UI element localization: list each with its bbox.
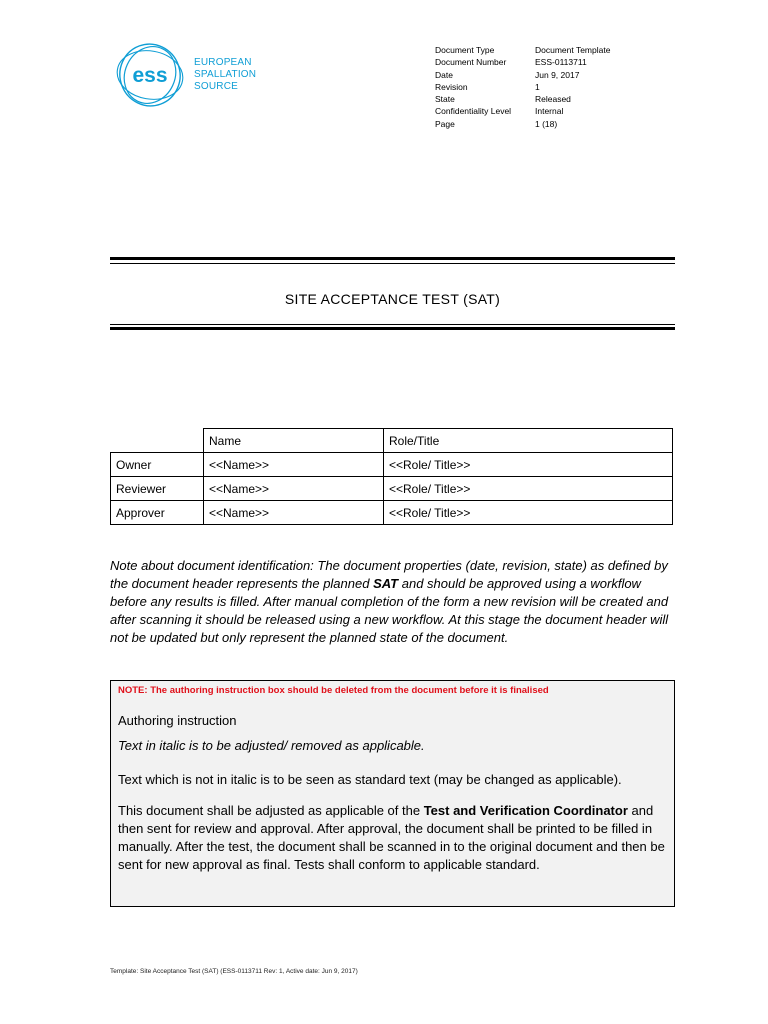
ess-logo-mark-icon <box>112 40 192 110</box>
column-header-name: Name <box>204 429 384 453</box>
meta-row <box>435 105 655 117</box>
meta-value: Jun 9, 2017 <box>535 69 580 80</box>
logo-line: SPALLATION <box>194 69 257 80</box>
meta-key: State <box>435 94 455 105</box>
meta-key: Confidentiality Level <box>435 106 512 117</box>
note-text: and should be approved using a workflow before any results is filled. After manual completion of the form a new revision will be created and after scanning it should be released using a new workflow. At this stage the document header will not be updated but only represent the planned state of the document. <box>110 576 669 645</box>
note-emphasis: SAT <box>373 576 399 591</box>
logo-wordmark <box>194 57 256 93</box>
row-label: Reviewer <box>111 477 204 501</box>
meta-row <box>435 81 655 93</box>
meta-key: Document Type <box>435 45 495 55</box>
document-metadata <box>435 44 655 130</box>
logo-mark-text: ess <box>132 64 168 87</box>
meta-row <box>435 44 655 56</box>
meta-key: Revision <box>435 81 468 92</box>
instruction-italic-line: Text in italic is to be adjusted/ removed as applicable. <box>118 738 425 753</box>
instruction-paragraph <box>118 802 670 874</box>
column-header-role: Role/Title <box>384 429 673 453</box>
name-cell[interactable]: <<Name>> <box>204 453 384 477</box>
meta-key: Document Number <box>435 57 507 68</box>
page-title: SITE ACCEPTANCE TEST (SAT) <box>284 291 501 307</box>
signoff-table <box>110 428 673 525</box>
table-row <box>111 453 673 477</box>
row-label: Approver <box>111 501 204 525</box>
meta-value: 1 <box>535 81 540 92</box>
document-identification-note <box>110 557 675 647</box>
ess-logo <box>112 40 272 110</box>
table-header-row <box>111 429 673 453</box>
meta-row <box>435 93 655 105</box>
instruction-text: This document shall be adjusted as applicable of the <box>118 803 424 818</box>
instruction-heading: Authoring instruction <box>118 713 237 728</box>
meta-value: Internal <box>535 106 564 117</box>
meta-value: ESS-0113711 <box>535 57 587 68</box>
table-row <box>111 501 673 525</box>
meta-row <box>435 69 655 81</box>
instruction-text: and then sent for review and approval. After approval, the document shall be printed to be filled in manually. After the test, the document shall be scanned in to the original document and then be sent for new approval as final. Tests shall conform to applicable standard. <box>118 803 665 872</box>
title-divider <box>110 324 675 325</box>
instruction-plain-line: Text which is not in italic is to be seen as standard text (may be changed as applicable). <box>118 772 622 787</box>
role-cell[interactable]: <<Role/ Title>> <box>384 477 673 501</box>
meta-row <box>435 118 655 130</box>
name-cell[interactable]: <<Name>> <box>204 477 384 501</box>
logo-line: SOURCE <box>194 81 238 92</box>
deletion-warning: NOTE: The authoring instruction box should be deleted from the document before it is finalised <box>118 685 549 696</box>
meta-key: Date <box>435 69 453 80</box>
name-cell[interactable]: <<Name>> <box>204 501 384 525</box>
logo-line: EUROPEAN <box>194 57 252 68</box>
meta-value: Document Template <box>535 45 611 55</box>
table-corner-cell <box>111 429 204 453</box>
title-divider <box>110 263 675 264</box>
role-cell[interactable]: <<Role/ Title>> <box>384 453 673 477</box>
note-text: Note about document identification: The document properties (date, revision, state) as defined by the document header represents the planned <box>110 558 668 591</box>
instruction-emphasis: Test and Verification Coordinator <box>423 803 628 818</box>
title-divider <box>110 327 675 330</box>
page-footer: Template: Site Acceptance Test (SAT) (ESS-0113711 Rev: 1, Active date: Jun 9, 2017) <box>110 968 358 975</box>
row-label: Owner <box>111 453 204 477</box>
role-cell[interactable]: <<Role/ Title>> <box>384 501 673 525</box>
authoring-instruction-box <box>110 680 675 907</box>
title-divider <box>110 257 675 260</box>
meta-value: 1 (18) <box>535 118 558 129</box>
meta-value: Released <box>535 94 571 105</box>
table-row <box>111 477 673 501</box>
meta-key: Page <box>435 118 455 129</box>
meta-row <box>435 56 655 68</box>
